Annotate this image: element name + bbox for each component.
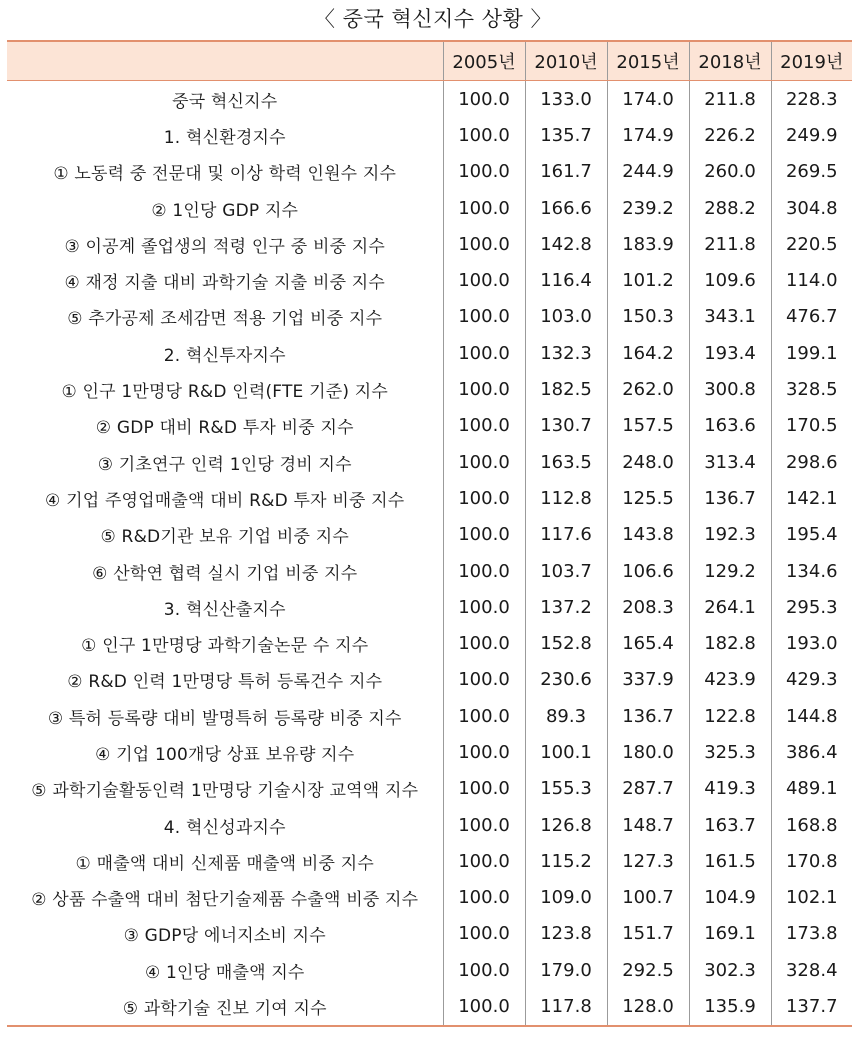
value-cell: 133.0 [525, 81, 607, 118]
value-cell: 195.4 [771, 517, 852, 553]
value-cell: 157.5 [607, 408, 689, 444]
table-row [7, 916, 852, 952]
row-label: ④ 기업 주영업매출액 대비 R&D 투자 비중 지수 [45, 490, 405, 511]
header-year-2018: 2018년 [689, 41, 771, 81]
value-cell: 142.1 [771, 480, 852, 516]
value-cell: 103.0 [525, 299, 607, 335]
value-cell: 129.2 [689, 553, 771, 589]
header-year-2015: 2015년 [607, 41, 689, 81]
value-cell: 300.8 [689, 371, 771, 407]
value-cell: 100.0 [443, 916, 525, 952]
value-cell: 100.0 [443, 952, 525, 988]
table-row [7, 299, 852, 335]
table-row [7, 771, 852, 807]
value-cell: 100.0 [443, 771, 525, 807]
value-cell: 182.5 [525, 371, 607, 407]
value-cell: 100.0 [443, 117, 525, 153]
value-cell: 244.9 [607, 154, 689, 190]
value-cell: 100.0 [443, 444, 525, 480]
value-cell: 230.6 [525, 662, 607, 698]
value-cell: 179.0 [525, 952, 607, 988]
value-cell: 489.1 [771, 771, 852, 807]
value-cell: 170.5 [771, 408, 852, 444]
table-row [7, 988, 852, 1025]
value-cell: 298.6 [771, 444, 852, 480]
table-row [7, 698, 852, 734]
value-cell: 325.3 [689, 734, 771, 770]
table-row [7, 553, 852, 589]
value-cell: 126.8 [525, 807, 607, 843]
value-cell: 106.6 [607, 553, 689, 589]
row-label: ③ 이공계 졸업생의 적령 인구 중 비중 지수 [64, 236, 386, 257]
row-label: 2. 혁신투자지수 [163, 345, 286, 366]
value-cell: 423.9 [689, 662, 771, 698]
value-cell: 151.7 [607, 916, 689, 952]
value-cell: 199.1 [771, 335, 852, 371]
value-cell: 117.6 [525, 517, 607, 553]
table-row [7, 880, 852, 916]
row-label: ② GDP 대비 R&D 투자 비중 지수 [95, 418, 354, 439]
value-cell: 168.8 [771, 807, 852, 843]
value-cell: 100.0 [443, 807, 525, 843]
value-cell: 174.0 [607, 81, 689, 118]
value-cell: 100.7 [607, 880, 689, 916]
value-cell: 287.7 [607, 771, 689, 807]
value-cell: 132.3 [525, 335, 607, 371]
row-label: 4. 혁신성과지수 [163, 817, 286, 838]
value-cell: 100.0 [443, 589, 525, 625]
value-cell: 169.1 [689, 916, 771, 952]
table-row [7, 952, 852, 988]
value-cell: 142.8 [525, 226, 607, 262]
value-cell: 166.6 [525, 190, 607, 226]
value-cell: 137.7 [771, 988, 852, 1025]
value-cell: 122.8 [689, 698, 771, 734]
value-cell: 100.0 [443, 553, 525, 589]
value-cell: 123.8 [525, 916, 607, 952]
value-cell: 104.9 [689, 880, 771, 916]
value-cell: 100.0 [443, 371, 525, 407]
value-cell: 343.1 [689, 299, 771, 335]
value-cell: 100.0 [443, 517, 525, 553]
value-cell: 161.5 [689, 843, 771, 879]
value-cell: 114.0 [771, 262, 852, 298]
table-row [7, 81, 852, 118]
value-cell: 313.4 [689, 444, 771, 480]
table-row [7, 262, 852, 298]
header-year-2005: 2005년 [443, 41, 525, 81]
table-row [7, 662, 852, 698]
table-row [7, 734, 852, 770]
table-row [7, 843, 852, 879]
table-row [7, 190, 852, 226]
row-label: ② 상품 수출액 대비 첨단기술제품 수출액 비중 지수 [31, 890, 419, 911]
value-cell: 337.9 [607, 662, 689, 698]
value-cell: 208.3 [607, 589, 689, 625]
value-cell: 137.2 [525, 589, 607, 625]
row-label: ① 인구 1만명당 R&D 인력(FTE 기준) 지수 [61, 382, 389, 403]
value-cell: 100.0 [443, 335, 525, 371]
row-label: ⑥ 산학연 협력 실시 기업 비중 지수 [92, 563, 358, 584]
row-label: 3. 혁신산출지수 [163, 599, 286, 620]
value-cell: 100.0 [443, 226, 525, 262]
value-cell: 100.0 [443, 843, 525, 879]
value-cell: 163.6 [689, 408, 771, 444]
value-cell: 193.4 [689, 335, 771, 371]
row-label: ⑤ 과학기술활동인력 1만명당 기술시장 교역액 지수 [31, 781, 419, 802]
table-body [7, 81, 852, 1026]
value-cell: 136.7 [607, 698, 689, 734]
value-cell: 260.0 [689, 154, 771, 190]
value-cell: 476.7 [771, 299, 852, 335]
value-cell: 295.3 [771, 589, 852, 625]
value-cell: 135.7 [525, 117, 607, 153]
value-cell: 100.0 [443, 154, 525, 190]
table-row [7, 117, 852, 153]
value-cell: 429.3 [771, 662, 852, 698]
value-cell: 100.0 [443, 299, 525, 335]
value-cell: 125.5 [607, 480, 689, 516]
value-cell: 386.4 [771, 734, 852, 770]
row-label: 1. 혁신환경지수 [163, 127, 286, 148]
value-cell: 292.5 [607, 952, 689, 988]
value-cell: 262.0 [607, 371, 689, 407]
value-cell: 165.4 [607, 625, 689, 661]
header-year-2019: 2019년 [771, 41, 852, 81]
value-cell: 109.6 [689, 262, 771, 298]
row-label: ⑤ 과학기술 진보 기여 지수 [7, 988, 443, 1025]
table-row [7, 625, 852, 661]
header-year-2010: 2010년 [525, 41, 607, 81]
value-cell: 302.3 [689, 952, 771, 988]
value-cell: 112.8 [525, 480, 607, 516]
value-cell: 101.2 [607, 262, 689, 298]
value-cell: 136.7 [689, 480, 771, 516]
value-cell: 161.7 [525, 154, 607, 190]
row-label: ③ GDP당 에너지소비 지수 [123, 926, 326, 947]
value-cell: 155.3 [525, 771, 607, 807]
row-label: ① 노동력 중 전문대 및 이상 학력 인원수 지수 [53, 164, 397, 185]
row-label: ④ 1인당 매출액 지수 [144, 962, 305, 983]
table-row [7, 589, 852, 625]
value-cell: 248.0 [607, 444, 689, 480]
value-cell: 150.3 [607, 299, 689, 335]
value-cell: 100.0 [443, 480, 525, 516]
value-cell: 117.8 [525, 988, 607, 1025]
value-cell: 148.7 [607, 807, 689, 843]
value-cell: 102.1 [771, 880, 852, 916]
value-cell: 127.3 [607, 843, 689, 879]
value-cell: 135.9 [689, 988, 771, 1025]
value-cell: 134.6 [771, 553, 852, 589]
table-caption: 〈 중국 혁신지수 상황 〉 [314, 7, 552, 31]
table-row [7, 335, 852, 371]
value-cell: 143.8 [607, 517, 689, 553]
value-cell: 100.0 [443, 662, 525, 698]
table-row [7, 517, 852, 553]
value-cell: 173.8 [771, 916, 852, 952]
value-cell: 100.1 [525, 734, 607, 770]
row-label: ② 1인당 GDP 지수 [151, 200, 299, 221]
value-cell: 89.3 [525, 698, 607, 734]
value-cell: 100.0 [443, 81, 525, 118]
value-cell: 211.8 [689, 226, 771, 262]
value-cell: 100.0 [443, 262, 525, 298]
value-cell: 228.3 [771, 81, 852, 118]
value-cell: 193.0 [771, 625, 852, 661]
row-label: ⑤ R&D기관 보유 기업 비중 지수 [100, 527, 349, 548]
value-cell: 130.7 [525, 408, 607, 444]
value-cell: 100.0 [443, 880, 525, 916]
value-cell: 211.8 [689, 81, 771, 118]
value-cell: 249.9 [771, 117, 852, 153]
value-cell: 264.1 [689, 589, 771, 625]
value-cell: 170.8 [771, 843, 852, 879]
value-cell: 100.0 [443, 734, 525, 770]
value-cell: 103.7 [525, 553, 607, 589]
value-cell: 100.0 [443, 625, 525, 661]
value-cell: 144.8 [771, 698, 852, 734]
row-label: ① 매출액 대비 신제품 매출액 비중 지수 [75, 853, 374, 874]
value-cell: 328.4 [771, 952, 852, 988]
header-blank-cell [7, 41, 443, 81]
value-cell: 163.7 [689, 807, 771, 843]
value-cell: 115.2 [525, 843, 607, 879]
value-cell: 239.2 [607, 190, 689, 226]
value-cell: 269.5 [771, 154, 852, 190]
row-label: ② R&D 인력 1만명당 특허 등록건수 지수 [67, 672, 383, 693]
header-row [7, 41, 852, 81]
value-cell: 192.3 [689, 517, 771, 553]
table-row [7, 444, 852, 480]
value-cell: 183.9 [607, 226, 689, 262]
row-label: ① 인구 1만명당 과학기술논문 수 지수 [81, 636, 369, 657]
table-row [7, 226, 852, 262]
value-cell: 116.4 [525, 262, 607, 298]
value-cell: 220.5 [771, 226, 852, 262]
row-label: ⑤ 추가공제 조세감면 적용 기업 비중 지수 [67, 309, 383, 330]
value-cell: 100.0 [443, 408, 525, 444]
value-cell: 128.0 [607, 988, 689, 1025]
row-label: ③ 특허 등록량 대비 발명특허 등록량 비중 지수 [47, 708, 402, 729]
value-cell: 100.0 [443, 988, 525, 1025]
value-cell: 152.8 [525, 625, 607, 661]
table-row [7, 154, 852, 190]
value-cell: 328.5 [771, 371, 852, 407]
row-label: ③ 기초연구 인력 1인당 경비 지수 [97, 454, 352, 475]
value-cell: 288.2 [689, 190, 771, 226]
value-cell: 163.5 [525, 444, 607, 480]
value-cell: 174.9 [607, 117, 689, 153]
row-label: ④ 재정 지출 대비 과학기술 지출 비중 지수 [64, 273, 386, 294]
value-cell: 180.0 [607, 734, 689, 770]
table-row [7, 408, 852, 444]
value-cell: 109.0 [525, 880, 607, 916]
value-cell: 100.0 [443, 698, 525, 734]
table-row [7, 371, 852, 407]
value-cell: 100.0 [443, 190, 525, 226]
value-cell: 304.8 [771, 190, 852, 226]
value-cell: 226.2 [689, 117, 771, 153]
table-row [7, 480, 852, 516]
value-cell: 164.2 [607, 335, 689, 371]
row-label: ④ 기업 100개당 상표 보유량 지수 [95, 744, 355, 765]
value-cell: 419.3 [689, 771, 771, 807]
row-label: 중국 혁신지수 [172, 91, 278, 112]
value-cell: 182.8 [689, 625, 771, 661]
innovation-index-table [7, 40, 852, 1027]
table-row [7, 807, 852, 843]
